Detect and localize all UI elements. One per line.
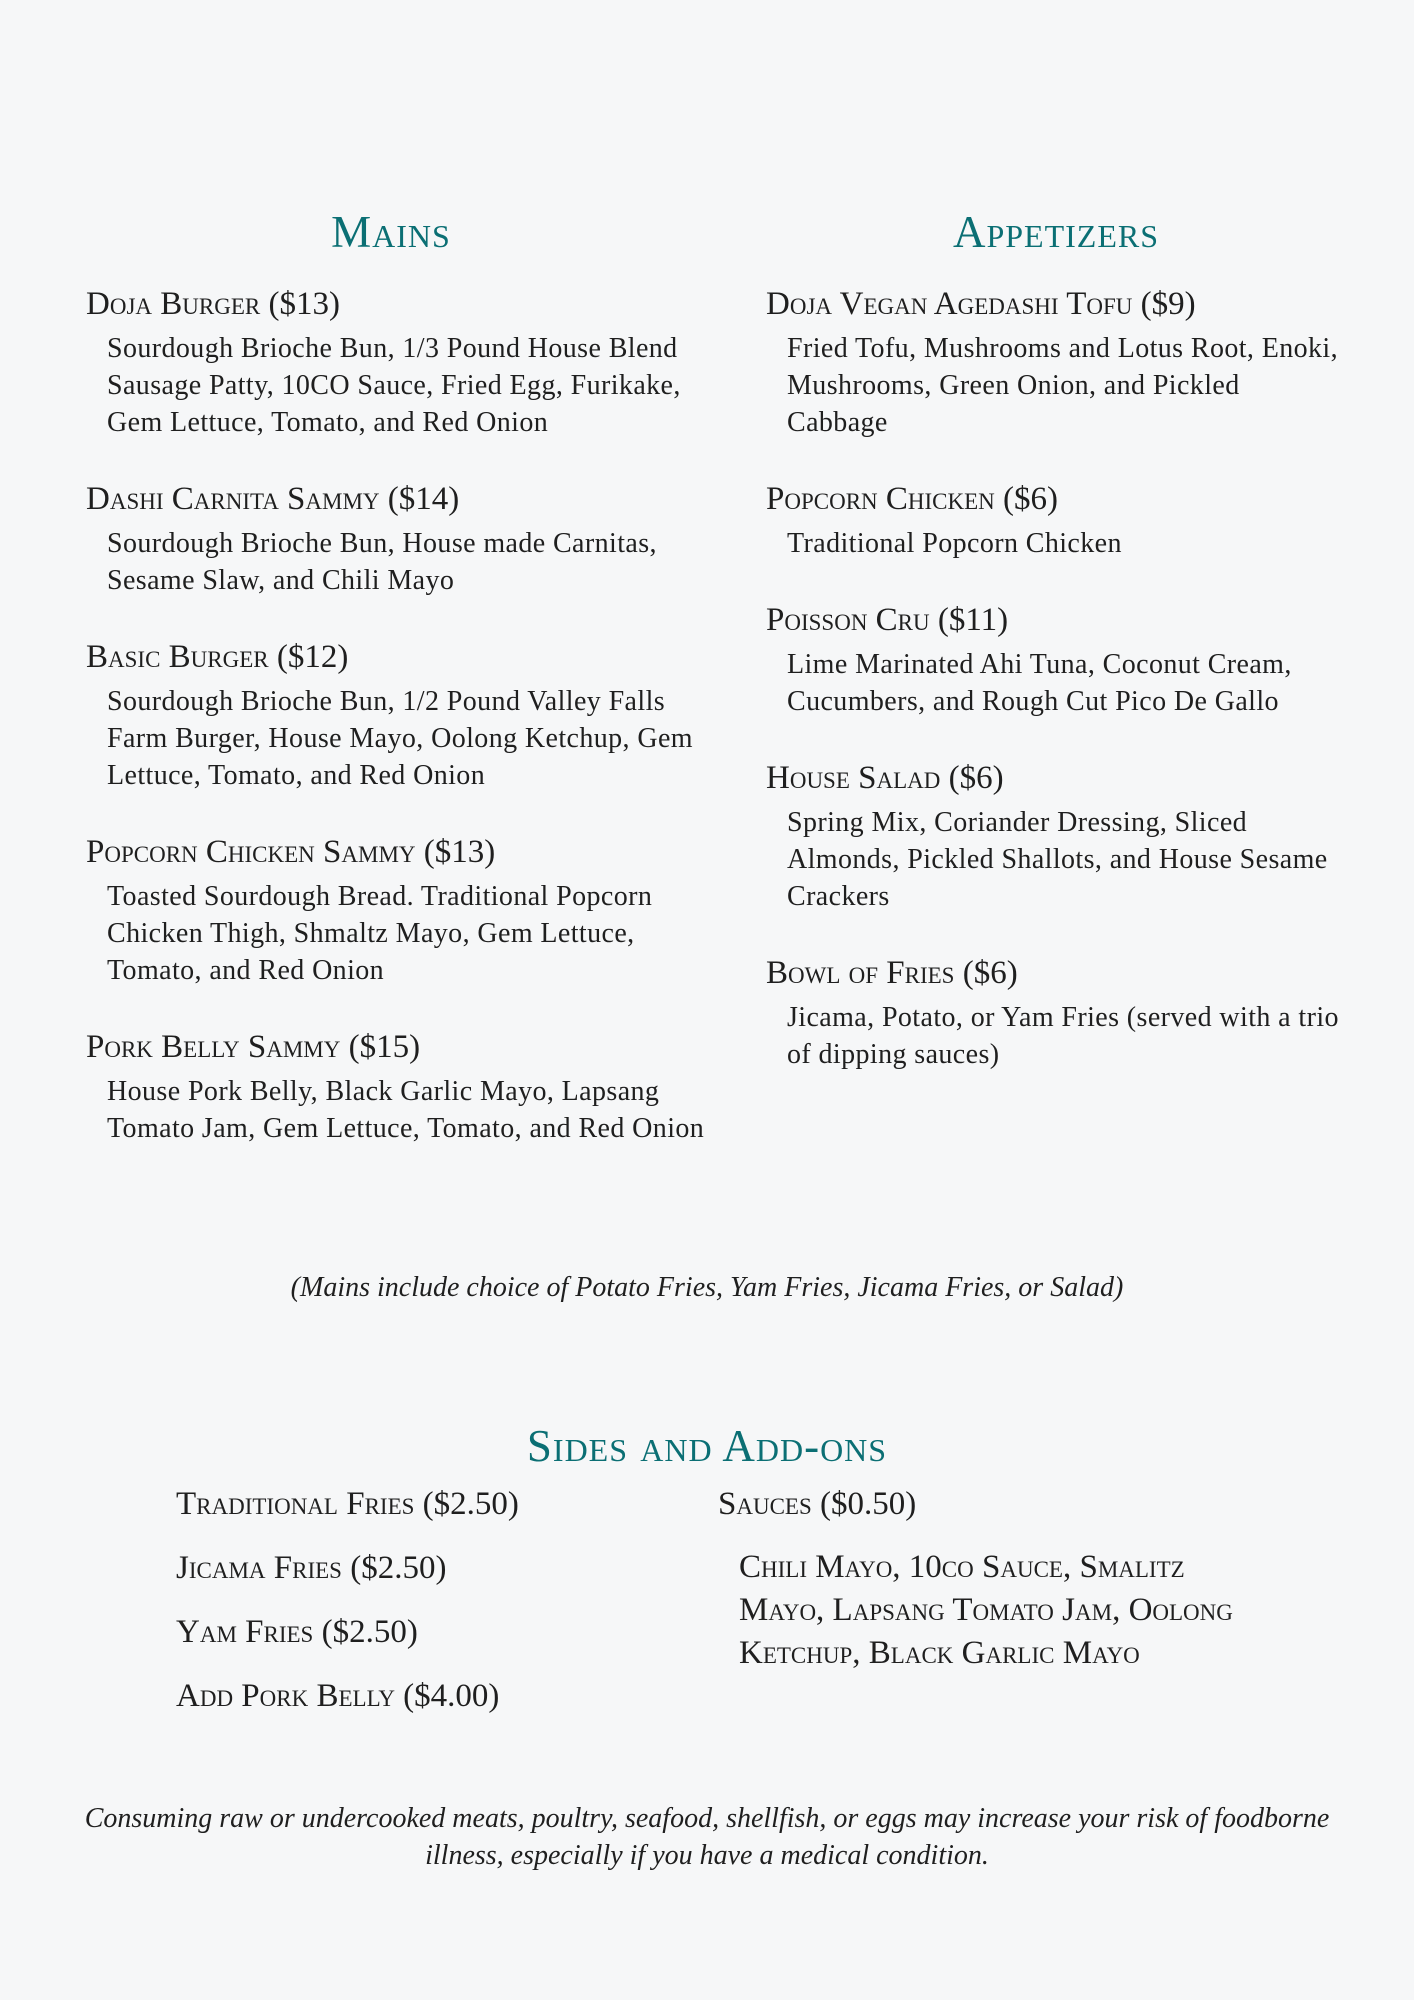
menu-item-description: Spring Mix, Coriander Dressing, Sliced Almonds, Pickled Shallots, and House Sesame Crackers <box>787 807 1328 912</box>
side-item: Add Pork Belly ($4.00) <box>176 1678 500 1714</box>
menu-item <box>86 282 726 441</box>
menu-item-name: Pork Belly Sammy ($15) <box>86 1029 421 1065</box>
menu-item-description: House Pork Belly, Black Garlic Mayo, Lapsang Tomato Jam, Gem Lettuce, Tomato, and Red Onion <box>107 1076 705 1144</box>
mains-side-choice-note: (Mains include choice of Potato Fries, Yam Fries, Jicama Fries, or Salad) <box>290 1272 1124 1303</box>
menu-item <box>86 477 726 599</box>
sides-list <box>176 1484 616 1740</box>
menu-item <box>766 756 1346 915</box>
appetizers-title: Appetizers <box>952 207 1160 257</box>
side-item: Traditional Fries ($2.50) <box>176 1486 519 1522</box>
menu-item-description: Traditional Popcorn Chicken <box>787 528 1122 559</box>
menu-item-name: House Salad ($6) <box>766 760 1004 796</box>
sauces-list: Chili Mayo, 10co Sauce, Smalitz Mayo, Lapsang Tomato Jam, Oolong Ketchup, Black Garlic Mayo <box>739 1549 1233 1671</box>
sauces-block <box>718 1484 1278 1675</box>
mains-column <box>86 282 726 1183</box>
menu-item <box>766 598 1346 720</box>
menu-item-description: Sourdough Brioche Bun, 1/3 Pound House Blend Sausage Patty, 10CO Sauce, Fried Egg, Furikake, Gem Lettuce, Tomato, and Red Onion <box>107 333 681 438</box>
menu-item <box>86 635 726 794</box>
menu-item-name: Popcorn Chicken Sammy ($13) <box>86 834 496 870</box>
menu-item-name: Bowl of Fries ($6) <box>766 955 1018 991</box>
appetizers-column <box>766 282 1346 1109</box>
food-safety-disclaimer: Consuming raw or undercooked meats, poultry, seafood, shellfish, or eggs may increase your risk of foodborne illness, especially if you have a medical condition. <box>84 1803 1330 1871</box>
menu-item-description: Sourdough Brioche Bun, House made Carnitas, Sesame Slaw, and Chili Mayo <box>107 528 657 596</box>
menu-item <box>86 830 726 989</box>
menu-item <box>766 282 1346 441</box>
menu-item <box>766 951 1346 1073</box>
menu-item-name: Poisson Cru ($11) <box>766 602 1009 638</box>
sides-title: Sides and Add-ons <box>526 1421 888 1471</box>
menu-item-name: Doja Burger ($13) <box>86 286 340 322</box>
menu-item-name: Popcorn Chicken ($6) <box>766 481 1059 517</box>
menu-item-description: Sourdough Brioche Bun, 1/2 Pound Valley Falls Farm Burger, House Mayo, Oolong Ketchup, Gem Lettuce, Tomato, and Red Onion <box>107 686 693 791</box>
menu-item-name: Dashi Carnita Sammy ($14) <box>86 481 460 517</box>
menu-item-description: Toasted Sourdough Bread. Traditional Popcorn Chicken Thigh, Shmaltz Mayo, Gem Lettuce, Tomato, and Red Onion <box>107 881 653 986</box>
menu-item-description: Fried Tofu, Mushrooms and Lotus Root, Enoki, Mushrooms, Green Onion, and Pickled Cabbage <box>787 333 1339 438</box>
menu-item-name: Doja Vegan Agedashi Tofu ($9) <box>766 286 1196 322</box>
menu-item-name: Basic Burger ($12) <box>86 639 349 675</box>
side-item: Jicama Fries ($2.50) <box>176 1550 447 1586</box>
menu-item-description: Lime Marinated Ahi Tuna, Coconut Cream, Cucumbers, and Rough Cut Pico De Gallo <box>787 649 1292 717</box>
sauces-title: Sauces ($0.50) <box>718 1486 917 1522</box>
menu-item <box>86 1025 726 1147</box>
menu-item-description: Jicama, Potato, or Yam Fries (served with a trio of dipping sauces) <box>787 1002 1339 1070</box>
menu-item <box>766 477 1346 562</box>
mains-title: Mains <box>331 207 451 257</box>
side-item: Yam Fries ($2.50) <box>176 1614 418 1650</box>
